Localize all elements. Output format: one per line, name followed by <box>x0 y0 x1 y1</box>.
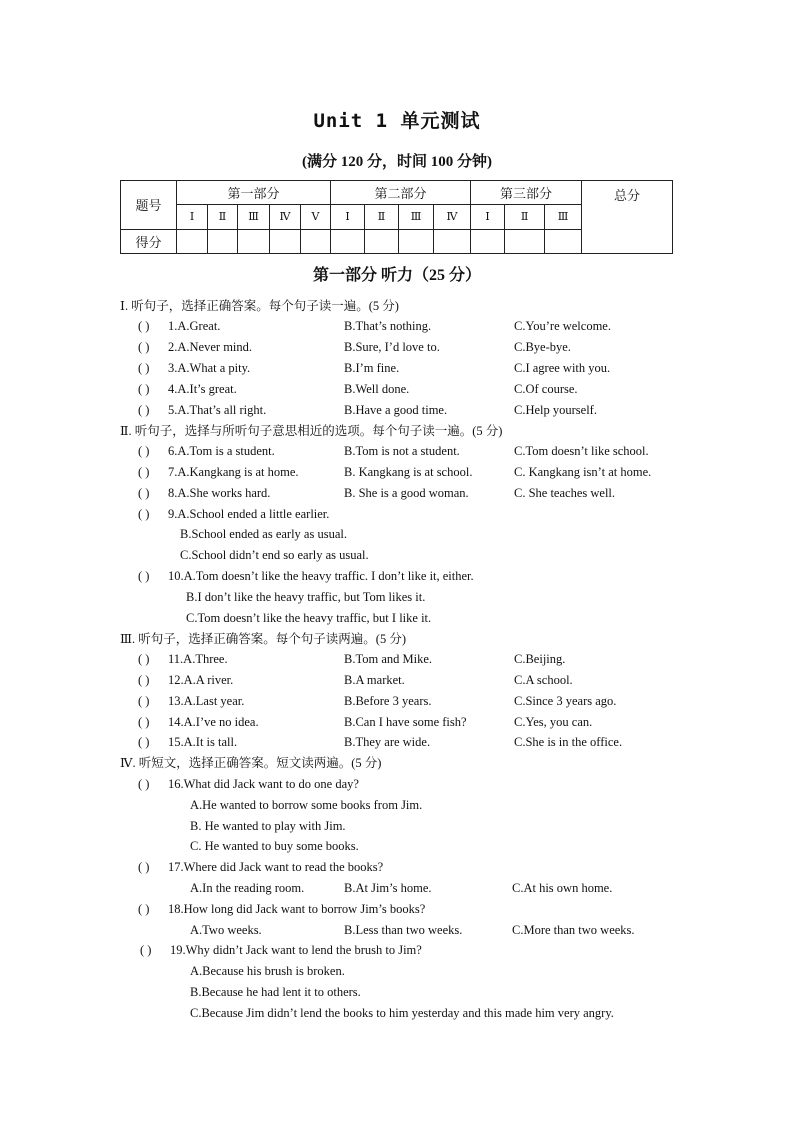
option-c[interactable]: C.Bye-bye. <box>514 340 571 354</box>
answer-bracket[interactable]: ( ) <box>138 319 150 333</box>
option-a[interactable]: 6.A.Tom is a student. <box>168 444 275 458</box>
col-header: Ⅱ <box>365 205 399 229</box>
option-a[interactable]: 3.A.What a pity. <box>168 361 251 375</box>
option-b[interactable]: B.School ended as early as usual. <box>180 527 347 541</box>
answer-bracket[interactable]: ( ) <box>138 777 150 791</box>
answer-bracket[interactable]: ( ) <box>138 569 150 583</box>
option-c[interactable]: C.You’re welcome. <box>514 319 611 333</box>
score-cell[interactable] <box>399 229 434 253</box>
option-c[interactable]: C.Tom doesn’t like the heavy traffic, but I like it. <box>186 611 432 625</box>
question-stem: 16.What did Jack want to do one day? <box>168 777 359 791</box>
answer-bracket[interactable]: ( ) <box>138 652 150 666</box>
option-b[interactable]: B.Tom is not a student. <box>344 444 460 458</box>
answer-bracket[interactable]: ( ) <box>138 486 150 500</box>
option-a[interactable]: 8.A.She works hard. <box>168 486 271 500</box>
score-cell[interactable] <box>545 229 582 253</box>
score-cell[interactable] <box>505 229 545 253</box>
answer-bracket[interactable]: ( ) <box>138 444 150 458</box>
option-c[interactable]: C.Because Jim didn’t lend the books to him yesterday and this made him very angry. <box>190 1006 614 1020</box>
col-header: Ⅰ <box>331 205 365 229</box>
col-header: Ⅰ <box>471 205 505 229</box>
option-a[interactable]: 5.A.That’s all right. <box>168 403 267 417</box>
option-c[interactable]: C.She is in the office. <box>514 735 623 749</box>
option-a[interactable]: 15.A.It is tall. <box>168 735 238 749</box>
col-header: Ⅲ <box>399 205 434 229</box>
part-heading: Ⅳ. 听短文，选择正确答案。短文读两遍。(5 分) <box>120 756 382 770</box>
score-cell[interactable] <box>177 229 208 253</box>
question-stem: 17.Where did Jack want to read the books? <box>168 860 384 874</box>
col-header: Ⅳ <box>434 205 471 229</box>
option-a[interactable]: 7.A.Kangkang is at home. <box>168 465 299 479</box>
answer-bracket[interactable]: ( ) <box>138 361 150 375</box>
score-label-cell: 得分 <box>121 229 177 253</box>
option-b[interactable]: B.A market. <box>344 673 405 687</box>
option-a[interactable]: 13.A.Last year. <box>168 694 245 708</box>
option-b[interactable]: B. Kangkang is at school. <box>344 465 473 479</box>
option-c[interactable]: C.Yes, you can. <box>514 715 593 729</box>
score-cell[interactable] <box>331 229 365 253</box>
option-b[interactable]: B.Can I have some fish? <box>344 715 467 729</box>
option-a[interactable]: A.In the reading room. <box>190 881 305 895</box>
part-heading: Ⅲ. 听句子，选择正确答案。每个句子读两遍。(5 分) <box>120 632 407 646</box>
answer-bracket[interactable]: ( ) <box>138 694 150 708</box>
answer-bracket[interactable]: ( ) <box>138 465 150 479</box>
total-header: 总分 <box>582 181 673 254</box>
option-b[interactable]: B.Well done. <box>344 382 410 396</box>
score-cell[interactable] <box>208 229 238 253</box>
option-c[interactable]: C.School didn’t end so early as usual. <box>180 548 369 562</box>
option-c[interactable]: C. She teaches well. <box>514 486 616 500</box>
section-heading: 第一部分 听力（25 分） <box>312 267 481 284</box>
option-b[interactable]: B.At Jim’s home. <box>344 881 432 895</box>
option-b[interactable]: B.Sure, I’d love to. <box>344 340 440 354</box>
option-a[interactable]: 4.A.It’s great. <box>168 382 237 396</box>
option-b[interactable]: B.Less than two weeks. <box>344 923 463 937</box>
option-b[interactable]: B.I’m fine. <box>344 361 400 375</box>
answer-bracket[interactable]: ( ) <box>140 943 152 957</box>
option-a[interactable]: 1.A.Great. <box>168 319 221 333</box>
option-c[interactable]: C.Of course. <box>514 382 578 396</box>
option-c[interactable]: C.More than two weeks. <box>512 923 635 937</box>
option-c[interactable]: C.Help yourself. <box>514 403 597 417</box>
option-c[interactable]: C.At his own home. <box>512 881 613 895</box>
score-cell[interactable] <box>270 229 301 253</box>
score-cell[interactable] <box>238 229 270 253</box>
option-b[interactable]: B.I don’t like the heavy traffic, but Tom likes it. <box>186 590 426 604</box>
option-b[interactable]: B.Have a good time. <box>344 403 448 417</box>
col-header: Ⅱ <box>505 205 545 229</box>
score-cell[interactable] <box>365 229 399 253</box>
option-c[interactable]: C. Kangkang isn’t at home. <box>514 465 652 479</box>
col-header: Ⅱ <box>208 205 238 229</box>
option-b[interactable]: B.They are wide. <box>344 735 431 749</box>
option-c[interactable]: C.A school. <box>514 673 573 687</box>
option-c[interactable]: C. He wanted to buy some books. <box>190 839 359 853</box>
score-cell[interactable] <box>434 229 471 253</box>
page-subtitle: (满分 120 分，时间 100 分钟) <box>302 154 492 170</box>
score-table <box>120 180 673 254</box>
option-a[interactable]: 12.A.A river. <box>168 673 234 687</box>
option-b[interactable]: B. He wanted to play with Jim. <box>190 819 346 833</box>
part-heading: Ⅰ. 听句子，选择正确答案。每个句子读一遍。(5 分) <box>120 299 399 313</box>
col-header: Ⅴ <box>301 205 331 229</box>
question-stem: 19.Why didn’t Jack want to lend the brush to Jim? <box>170 943 422 957</box>
option-a[interactable]: 2.A.Never mind. <box>168 340 253 354</box>
option-a[interactable]: A.Because his brush is broken. <box>190 964 345 978</box>
part-heading: Ⅱ. 听句子，选择与所听句子意思相近的选项。每个句子读一遍。(5 分) <box>120 424 503 438</box>
option-c[interactable]: C.Tom doesn’t like school. <box>514 444 649 458</box>
option-b[interactable]: B.Tom and Mike. <box>344 652 433 666</box>
group-2-header: 第二部分 <box>331 181 471 205</box>
col-header: Ⅲ <box>238 205 270 229</box>
answer-bracket[interactable]: ( ) <box>138 902 150 916</box>
group-3-header: 第三部分 <box>471 181 582 205</box>
group-1-header: 第一部分 <box>177 181 331 205</box>
option-b[interactable]: B. She is a good woman. <box>344 486 469 500</box>
option-c[interactable]: C.Since 3 years ago. <box>514 694 617 708</box>
answer-bracket[interactable]: ( ) <box>138 715 150 729</box>
answer-bracket[interactable]: ( ) <box>138 403 150 417</box>
option-a[interactable]: A.Two weeks. <box>190 923 262 937</box>
question-stem: 18.How long did Jack want to borrow Jim’s books? <box>168 902 426 916</box>
col-header: Ⅳ <box>270 205 301 229</box>
page-title: Unit 1 单元测试 <box>313 110 481 132</box>
answer-bracket[interactable]: ( ) <box>138 507 150 521</box>
answer-bracket[interactable]: ( ) <box>138 735 150 749</box>
score-cell[interactable] <box>301 229 331 253</box>
option-a[interactable]: 11.A.Three. <box>168 652 228 666</box>
option-c[interactable]: C.Beijing. <box>514 652 566 666</box>
option-b[interactable]: B.Before 3 years. <box>344 694 432 708</box>
col-header: Ⅲ <box>545 205 582 229</box>
option-c[interactable]: C.I agree with you. <box>514 361 611 375</box>
option-a[interactable]: 14.A.I’ve no idea. <box>168 715 259 729</box>
question-stem[interactable]: 9.A.School ended a little earlier. <box>168 507 330 521</box>
score-cell[interactable] <box>471 229 505 253</box>
answer-bracket[interactable]: ( ) <box>138 382 150 396</box>
option-b[interactable]: B.That’s nothing. <box>344 319 432 333</box>
answer-bracket[interactable]: ( ) <box>138 340 150 354</box>
option-b[interactable]: B.Because he had lent it to others. <box>190 985 361 999</box>
col-header: Ⅰ <box>177 205 208 229</box>
answer-bracket[interactable]: ( ) <box>138 673 150 687</box>
answer-bracket[interactable]: ( ) <box>138 860 150 874</box>
row-header-cell: 题号 <box>121 181 177 230</box>
question-stem[interactable]: 10.A.Tom doesn’t like the heavy traffic. I don’t like it, either. <box>168 569 474 583</box>
option-a[interactable]: A.He wanted to borrow some books from Jim. <box>190 798 423 812</box>
